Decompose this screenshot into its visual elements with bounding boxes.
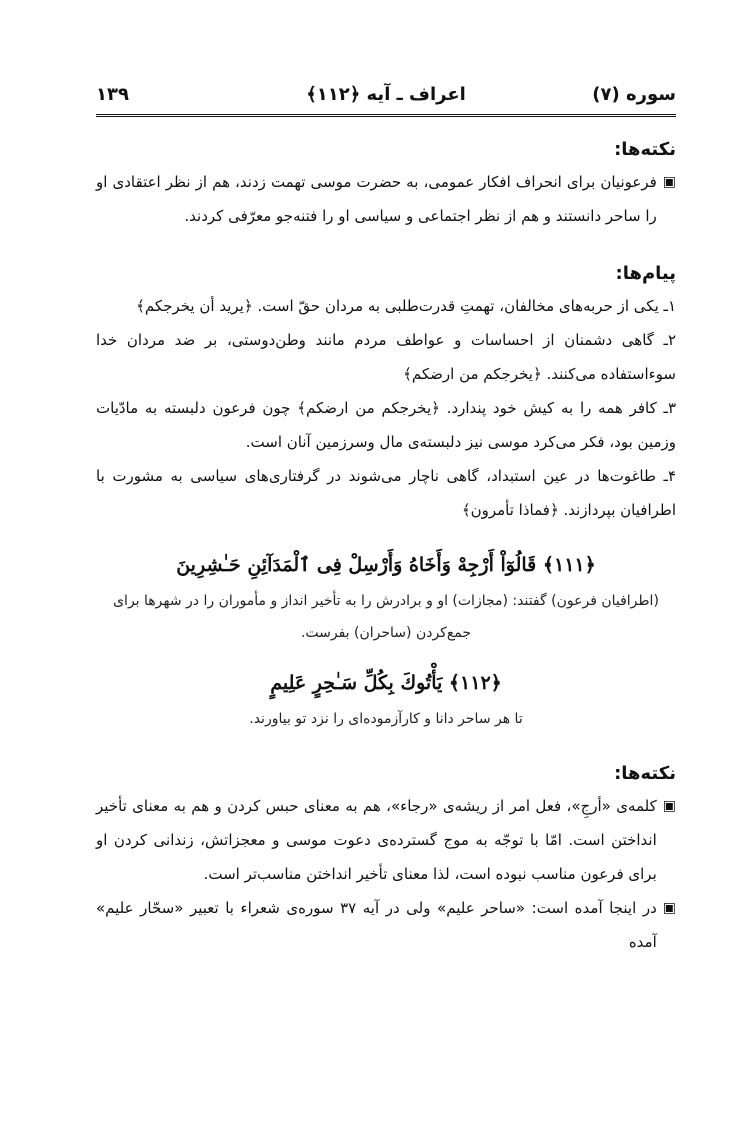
note-item: [96, 891, 676, 959]
notes-heading: نکته‌ها:: [614, 139, 676, 160]
note-item: [96, 789, 676, 891]
note-text: کلمه‌ی «أرجِ»، فعل امر از ریشه‌ی «رجاء»، هم به معنای حبس کردن و هم به معنای تأخیر انداختن است. امّا با توجّه به موج گسترده‌ی دعوت موسی و معجزاتش، زندانی کردن او برای فرعون مناسب نبوده است، لذا معنای تأخیر انداختن مناسب‌تر است.: [96, 797, 657, 883]
page-header: [96, 80, 676, 117]
notes-heading-2: نکته‌ها:: [614, 763, 676, 784]
verse-112-translation: تا هر ساحر دانا و کارآزموده‌ای را نزد تو بیاورند.: [249, 711, 523, 727]
message-3: ۳ـ کافر همه را به کیش خود پندارد. ﴿یخرجکم من ارضکم﴾ چون فرعون دلبسته به مادّیات وزمین بود، فکر می‌کرد موسی نیز دلبسته‌ی مال وسرزمین آنان است.: [96, 399, 676, 451]
verse-111: ﴿۱۱۱﴾ قَالُوٓاْ أَرْجِهْ وَأَخَاهُ وَأَرْسِلْ فِى ٱلْمَدَآئِنِ حَـٰشِرِينَ: [176, 554, 596, 576]
message-2: ۲ـ گاهی دشمنان از احساسات و عواطف مردم مانند وطن‌دوستی، بر ضد مردان خدا سوءاستفاده می‌کنند. ﴿یخرجکم من ارضکم﴾: [96, 331, 676, 383]
message-1: ۱ـ یکی از حربه‌های مخالفان، تهمتِ قدرت‌طلبی به مردان حقّ است. ﴿یرید أن یخرجکم﴾: [136, 297, 676, 315]
verse-111-translation: (اطرافیان فرعون) گفتند: (مجازات) او و برادرش را به تأخیر انداز و مأموران را در شهرها برای جمع‌کردن (ساحران) بفرست.: [113, 593, 659, 641]
square-bullet-icon: ▣: [662, 798, 676, 814]
sura-label: سوره (۷): [592, 84, 676, 105]
note-text: فرعونیان برای انحراف افکار عمومی، به حضرت موسی تهمت زدند، هم از نظر اعتقادی او را ساحر دانستند و هم از نظر اجتماعی و سیاسی او را فتنه‌جو معرّفی کردند.: [96, 173, 657, 225]
book-page: [96, 80, 676, 1090]
header-title: اعراف ـ آیه ﴿۱۱۲﴾: [306, 84, 466, 105]
message-4: ۴ـ طاغوت‌ها در عین استبداد، گاهی ناچار می‌شوند در گرفتاری‌های سیاسی به مشورت با اطرافیان بپردازند. ﴿فماذا تأمرون﴾: [96, 467, 676, 519]
note-item: [96, 165, 676, 233]
square-bullet-icon: ▣: [662, 174, 676, 190]
messages-heading: پیام‌ها:: [615, 263, 676, 284]
square-bullet-icon: ▣: [662, 900, 676, 916]
verse-112: ﴿۱۱۲﴾ يَأْتُوكَ بِكُلِّ سَـٰحِرٍ عَلِيمٍ: [270, 672, 502, 694]
note-text: در اینجا آمده است: «ساحر علیم» ولی در آیه ۳۷ سوره‌ی شعراء با تعبیر «سحّار علیم» آمده: [96, 899, 657, 951]
page-number: ۱۳۹: [96, 84, 129, 105]
